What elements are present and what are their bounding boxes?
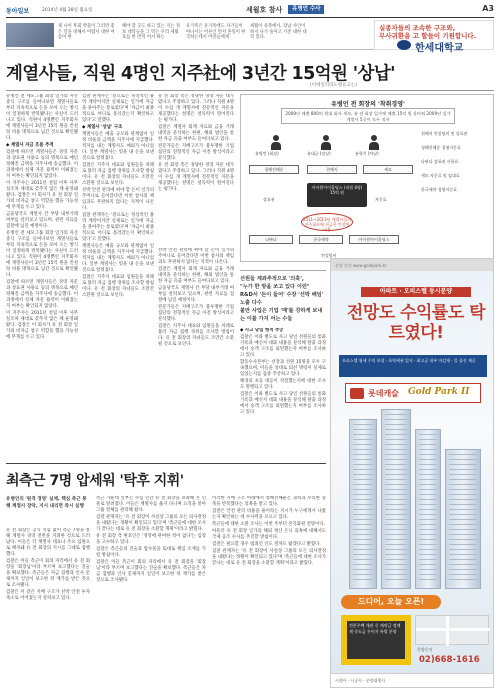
paragraph: 검찰에 따르면 계열사들은 경영 자문과 상표권 사용료 등의 명목으로 매년 정해진 금액을 지주사에 송금했다. 이 과정에서 실제 자문 용역이 이뤄졌는지 여부는 확인되지 않았다.: [6, 280, 78, 309]
divider: [6, 90, 494, 91]
person-label: 유대균 (장남): [307, 151, 331, 156]
paragraph: 검찰은 필요할 경우 범죄인 인도 절차도 밟겠다고 밝혔다.: [212, 542, 321, 547]
lotte-logo-icon: [350, 388, 364, 399]
article2-column: [240, 328, 326, 458]
paragraph: 금융당국도 계열사 간 부당 내부거래 여부를 살펴보고 있으며, 관련 자료를 검찰에 넘길 예정이다.: [158, 286, 234, 303]
sale-open-badge: 드디어, 오늘 오픈!: [341, 595, 441, 609]
article1-column-2: [82, 94, 154, 459]
ad-banner: 아파트 · 오피스텔 동시분양: [361, 287, 471, 297]
ad-info-text: 견본주택 개관 중 계약금 정액제 중도금 무이자 특별 분양: [347, 621, 405, 659]
paragraph: 아울러 유 전 회장 일가의 해외 재산 은닉 의혹에 대해서도 국제 공조 수사를 추진할 방침이다.: [212, 529, 326, 540]
paragraph: 검찰은 계열사 회계 자료와 금융 거래 내역을 분석하는 한편, 해외 법인을 통한 자금 유출 여부도 들여다보고 있다.: [158, 267, 234, 284]
second-subheadline: 유병언의 '원격 경영' 실체, 핵심 측근 통해 계열사 장악, 지시 내리면 즉시 실행: [6, 497, 87, 509]
building-image: [445, 449, 481, 589]
issue-date: 2014년 4월 28일 월요일: [42, 8, 93, 13]
paragraph: 검찰 관계자는 '겉으로는 정상적인 용역 계약이지만 실제로는 일가에 자금을 몰아주는 통로였다'며 '자금이 최종적으로 어디로 흘러갔는지 확인하고 있다'고 말했다.: [82, 213, 154, 242]
person-label: 유병언 (회장): [255, 151, 279, 156]
flow-label: 자문료: [375, 197, 387, 202]
paragraph: 검찰에 따르면 계열사들은 경영 자문과 상표권 사용료 등의 명목으로 매년 정해진 금액을 지주사에 송금했다. 이 과정에서 실제 자문 용역이 이뤄졌는지 여부는 확인되지 않았다.: [6, 150, 78, 179]
paragraph: 검찰은 이와 별도로 사고 당일 선원들의 통화 기록과 메신저 대화 내용을 분석해 탈출 과정에서 승객 구조를 외면했는지 여부를 조사하고 있다.: [240, 392, 326, 415]
paragraph: 유병언 전 세모그룹 회장 일가의 자산 증식 구조를 들여다보면 계열사들로부터 지속적으로 돈을 모아 오는 방식이 일정하게 반복됐다는 사실이 드러나고 있다. 직원이 4명뿐인 지주회사에 계열사들이 3년간 15억 원을 컨설팅 비용 명목으로 넘긴 것으로 확인됐다.: [6, 94, 78, 141]
list-item: 다판다 상표권 사용료: [421, 159, 459, 164]
company-box: 세모: [363, 165, 413, 174]
page-number: A3: [482, 4, 494, 13]
person-label: 유혁기 (차남): [355, 151, 379, 156]
university-logo-icon: [397, 40, 411, 50]
company-box: 청해진해운: [249, 165, 299, 174]
paragraph: 이 지주사는 2011년 설립 이후 사무실조차 제대로 갖추지 않은 채 운영돼 왔다. 검찰은 이 회사가 유 전 회장 일가의 비자금 창구 역할을 했을 가능성에 무게를 두고 있다.: [6, 311, 78, 340]
article3-column-1: [6, 528, 90, 686]
list-item: 한국제약 경영자문료: [421, 187, 458, 192]
paragraph: 검찰은 지주사 대표와 임원들을 차례로 불러 자금 집행 경위를 조사할 방침이다. 유 전 회장의 자녀들도 조만간 소환될 것으로 보인다.: [82, 275, 154, 298]
company-box: 다판다: [249, 235, 293, 244]
person-icon: [271, 135, 281, 149]
company-box: 천해지: [307, 165, 357, 174]
article3-column-2: [96, 496, 206, 686]
phone-number[interactable]: 02)668-1616: [419, 655, 480, 665]
paragraph: 측근 가운데 일부는 수십 년간 유 전 회장을 보좌해 온 인물로 알려졌다. 이들은 계열사를 옮겨 다니며 요직을 맡아 그룹 전체를 관리해 왔다.: [96, 496, 206, 513]
ad-text-2: 해야 할 곳도 하고 있는 지는 정보 대학들을 그 먹는 우리 세월호를 한 번역 어서 하는: [122, 24, 181, 40]
list-item: 천해지 컨설팅비 및 상표권: [421, 131, 468, 136]
newspaper-name: 동아일보: [6, 8, 30, 15]
paragraph: 검찰은 이들 측근이 회의 자리에서 유 전 회장을 '회장님'이라 부르며 보고했다는 진술을 확보했다. 측근들은 자금 집행과 인사 문제까지 일일이 보고한 뒤 재가를 받은 것으로 조사됐다.: [6, 559, 90, 588]
building-image: [349, 419, 377, 589]
section-title: 세월호 참사: [246, 6, 283, 14]
infographic-title: 유병언 전 회장의 '착취경영': [331, 101, 405, 108]
ad-text-4: 세월이 유족에서, 장남 사인이 하지 나가 돌아고 기존 대한 대학 있다.: [250, 24, 307, 40]
paragraph: 선박 안전 관리에 써야 할 돈이 일가의 주머니로 들어갔다면 이번 참사의 책임과도 무관하지 않다는 지적이 나온다.: [158, 248, 234, 265]
main-headline: 계열사들, 직원 4명인 지주社에 3년간 15억원 '상납': [6, 64, 395, 84]
paragraph: 검찰 관계자는 '유 전 회장이 사실상 그룹의 모든 의사결정을 내렸다는 정황이 확인되고 있다'며 '측근들에 대한 조사가 끝나는 대로 유 전 회장을 소환할 계획'이라고 밝혔다.: [212, 549, 326, 566]
article3-column-3: [212, 496, 326, 686]
paragraph: 검찰은 계열사 회계 자료와 금융 거래 내역을 분석하는 한편, 해외 법인을 통한 자금 유출 여부도 들여다보고 있다.: [158, 125, 234, 142]
apartment-ad[interactable]: [330, 258, 494, 688]
divider: [6, 463, 326, 464]
paragraph: 검찰 관계자는 '유 전 회장이 사실상 그룹의 모든 의사결정을 내렸다는 정황이 확인되고 있다'며 '측근들에 대한 조사가 끝나는 대로 유 전 회장을 소환할 계획'이라고 밝혔다.: [96, 515, 206, 532]
paragraph: 유병언 전 세모그룹 회장 일가의 자산 증식 구조를 들여다보면 계열사들로부터 지속적으로 돈을 모아 오는 방식이 일정하게 반복됐다는 사실이 드러나고 있다. 직원이 4명뿐인 지주회사에 계열사들이 3년간 15억 원을 컨설팅 비용 명목으로 넘긴 것으로 확인됐다.: [6, 231, 78, 278]
thumbnail-image: [6, 23, 54, 47]
infographic-subtitle: 2009년 매출 800억 원대 회사 세모, 유 전 회장 일가에 매출 15억 원 몰아줘 2009년 일가 계열사 5곳이 모두 적자: [281, 108, 455, 124]
paragraph: 검찰은 이와 별도로 사고 당일 선원들의 통화 기록과 메신저 대화 내용을 분석해 탈출 과정에서 승객 구조를 외면했는지 여부를 조사하고 있다.: [240, 335, 326, 358]
ad-info-panel: [341, 615, 411, 665]
consulting-fee-oval: 2011~2013년 계열사들이 지주회사에 지급한 컨설팅 비용: [301, 213, 353, 231]
paragraph: 합동수사본부는 선장과 선원 15명을 모두 구속했으며, 이들을 상대로 퇴선 명령이 실제로 있었는지를 집중 추궁하고 있다.: [240, 360, 326, 377]
ad-top-note: 분양 문의 www.goldpark.kr: [331, 259, 494, 271]
article1-column-3: [158, 94, 234, 244]
ad-text-1: 제 나이 후회 박물이 그러면 좋은 일을 영해서 어렵서 대한 어름이 한: [58, 24, 115, 40]
section-tag: 유병언 수사: [288, 5, 324, 14]
subheading: ◆ 사고 당일 행적 추궁: [240, 328, 284, 333]
building-image: [381, 409, 411, 589]
subheading: ◆ 계열사 '상납' 구조: [82, 125, 123, 130]
person-icon: [321, 135, 331, 149]
infographic: [240, 94, 494, 262]
pull-quote-line: 불만 사업은 기업 '매'를 강하게 보내는 이를 가지 어는 수들: [240, 308, 323, 322]
article1-column-1: [6, 94, 78, 459]
list-item: 세모 자문료 및 임대료: [421, 173, 460, 178]
paragraph: 검찰은 지주사 대표와 임원들을 차례로 불러 자금 집행 경위를 조사할 방침이다. 유 전 회장의 자녀들도 조만간 소환될 것으로 보인다.: [158, 324, 234, 347]
paragraph: 계열사들은 매출 규모와 관계없이 일정 비율의 금액을 지주사에 지급했다. 적자를 내는 계열사도 예외가 아니었다. 일부 계열사는 빚을 내 돈을 보낸 것으로 알려졌다.: [82, 132, 154, 161]
paragraph: 유 전 회장 측 변호인은 '경영에 관여한 적이 없다'는 입장을 고수하고 있다.: [96, 534, 206, 545]
article1-column-3b: [158, 248, 234, 458]
holding-company-box: 아이원아이홀딩스 (직원 4명) 15억 원: [307, 183, 367, 207]
ad-text-3: 유가족은 유가족에도 자기들이 아나서는 어른인 먼저 혼밀이 한국하는데서 어린들에게: [186, 24, 246, 40]
paragraph: 해경의 초동 대응이 적절했는지에 대한 조사도 병행되고 있다.: [240, 379, 326, 390]
paragraph: 검찰은 이들 측근이 회의 자리에서 유 전 회장을 '회장님'이라 부르며 보고했다는 진술을 확보했다. 측근들은 자금 집행과 인사 문제까지 일일이 보고한 뒤 재가를 받은 것으로 조사됐다.: [96, 560, 206, 583]
paragraph: 유 전 회장은 공식 직함 없이 측근 7명을 통해 계열사 경영 전반을 지휘한 것으로 드러났다. 이들은 각 계열사 대표나 주요 임원으로 배치돼 유 전 회장의 지시를 그대로 집행했다.: [6, 528, 90, 557]
headline-credit: (이데일리라도원들고는): [310, 83, 357, 88]
paragraph: 전문가들은 지배구조가 불투명한 기업 집단의 전형적인 자금 이전 방식이라고 분석했다.: [158, 144, 234, 161]
paragraph: 측근들에 대한 소환 조사는 이번 주부터 본격화될 전망이다.: [212, 522, 325, 527]
paragraph: 유 전 회장 측은 정당한 경영 자문 대가였다고 주장하고 있다. 그러나 직원 4명이 수십 개 계열사에 전문적인 자문을 제공했다는 설명은 설득력이 떨어진다는 평가다.: [158, 163, 234, 192]
paragraph: 계열사들은 매출 규모와 관계없이 일정 비율의 금액을 지주사에 지급했다. 적자를 내는 계열사도 예외가 아니었다. 일부 계열사는 빚을 내 돈을 보낸 것으로 알려졌다.: [82, 244, 154, 273]
second-headline: 최측근 7명 압세워 '탁후 지휘': [6, 473, 184, 489]
paragraph: 검찰은 이 같은 지배 구조가 선박 안전 투자 축소로 이어졌는지 살펴보고 있다.: [6, 590, 90, 601]
pull-quote-line: R&D서 '돈이 들어' 수장 '선박 배임' 노출 다수: [240, 292, 324, 306]
pull-quote-line: 선원들 계좌추적으로 '의혹',: [240, 276, 304, 282]
paragraph: 검찰 관계자는 '겉으로는 정상적인 용역 계약이지만 실제로는 일가에 자금을 몰아주는 통로였다'며 '자금이 최종적으로 어디로 흘러갔는지 확인하고 있다'고 말했다.: [82, 94, 154, 123]
person-icon: [369, 135, 379, 149]
fee-list: [421, 131, 491, 201]
ad-slogan: 전망도 수익률도 탁 트였다!: [346, 303, 486, 343]
paragraph: 금융당국도 계열사 간 부당 내부거래 여부를 살펴보고 있으며, 관련 자료를 검찰에 넘길 예정이다.: [6, 212, 78, 229]
paragraph: 검찰은 지주사 대표와 임원들을 차례로 불러 자금 집행 경위를 조사할 방침이다. 유 전 회장의 자녀들도 조만간 소환될 것으로 보인다.: [82, 163, 154, 186]
paragraph: 이 지주사는 2011년 설립 이후 사무실조차 제대로 갖추지 않은 채 운영돼 왔다. 검찰은 이 회사가 유 전 회장 일가의 비자금 창구 역할을 했을 가능성에 무게를 두고 있다.: [6, 181, 78, 210]
building-image: [415, 429, 441, 589]
university-name: 한세대학교: [415, 43, 464, 54]
paragraph: 전문가들은 지배구조가 불투명한 기업 집단의 전형적인 자금 이전 방식이라고 분석했다.: [158, 305, 234, 322]
location-map: [415, 615, 489, 645]
company-box: 한국제약: [299, 235, 343, 244]
company-box: 아이원아이홀딩스: [349, 235, 399, 244]
list-item: 청해진해운 경영자문료: [421, 145, 461, 150]
brand-subname: Gold Park II: [408, 387, 470, 397]
phone-label: 분양문의: [417, 647, 433, 652]
pull-quote: [240, 270, 326, 323]
top-ad-strip: [6, 20, 494, 54]
university-ad-line1: 실종자들의 조속한 구조와,: [379, 24, 456, 32]
flow-label: 컨설팅비: [321, 253, 337, 258]
brand-name: 롯데캐슬: [368, 389, 399, 398]
paragraph: 검찰은 안전 관리 비용을 줄이라는 지시가 누구에게서 나왔는지 확인하는 데 수사력을 모으고 있다.: [212, 509, 326, 520]
ad-feature-bar: 오피스텔 월세 수익 보장 · 초역세권 입지 · 최고급 내부 마감재 · 풀 옵션 제공: [339, 355, 487, 377]
subheading: ◆ 계열사 자금 흐름 추적: [6, 143, 54, 148]
university-ad[interactable]: [374, 20, 494, 54]
pull-quote-line: "누가 한 방을 쏘고 있다 이런": [240, 284, 310, 290]
university-ad-line2: 무사귀환을 고 할들이 기원합니다.: [379, 32, 477, 40]
masthead: [6, 4, 494, 18]
paragraph: 이러한 지배 구조 아래에서 청해진해운은 과적과 무리한 증축을 반복했다는 의혹을 받고 있다.: [212, 496, 326, 507]
paragraph: 선박 안전 관리에 써야 할 돈이 일가의 주머니로 들어갔다면 이번 참사의 책임과도 무관하지 않다는 지적이 나온다.: [82, 188, 154, 211]
ad-brand-box: [345, 383, 481, 403]
flow-label: 상표권: [263, 197, 275, 202]
paragraph: 유 전 회장 측은 정당한 경영 자문 대가였다고 주장하고 있다. 그러나 직원 4명이 수십 개 계열사에 전문적인 자문을 제공했다는 설명은 설득력이 떨어진다는 평가다.: [158, 94, 234, 123]
ad-footer: 시행사 · 시공사 · 분양대행사: [331, 673, 494, 687]
paragraph: 검찰은 측근들의 진술과 압수물을 토대로 책임 소재를 가릴 방침이다.: [96, 547, 206, 558]
